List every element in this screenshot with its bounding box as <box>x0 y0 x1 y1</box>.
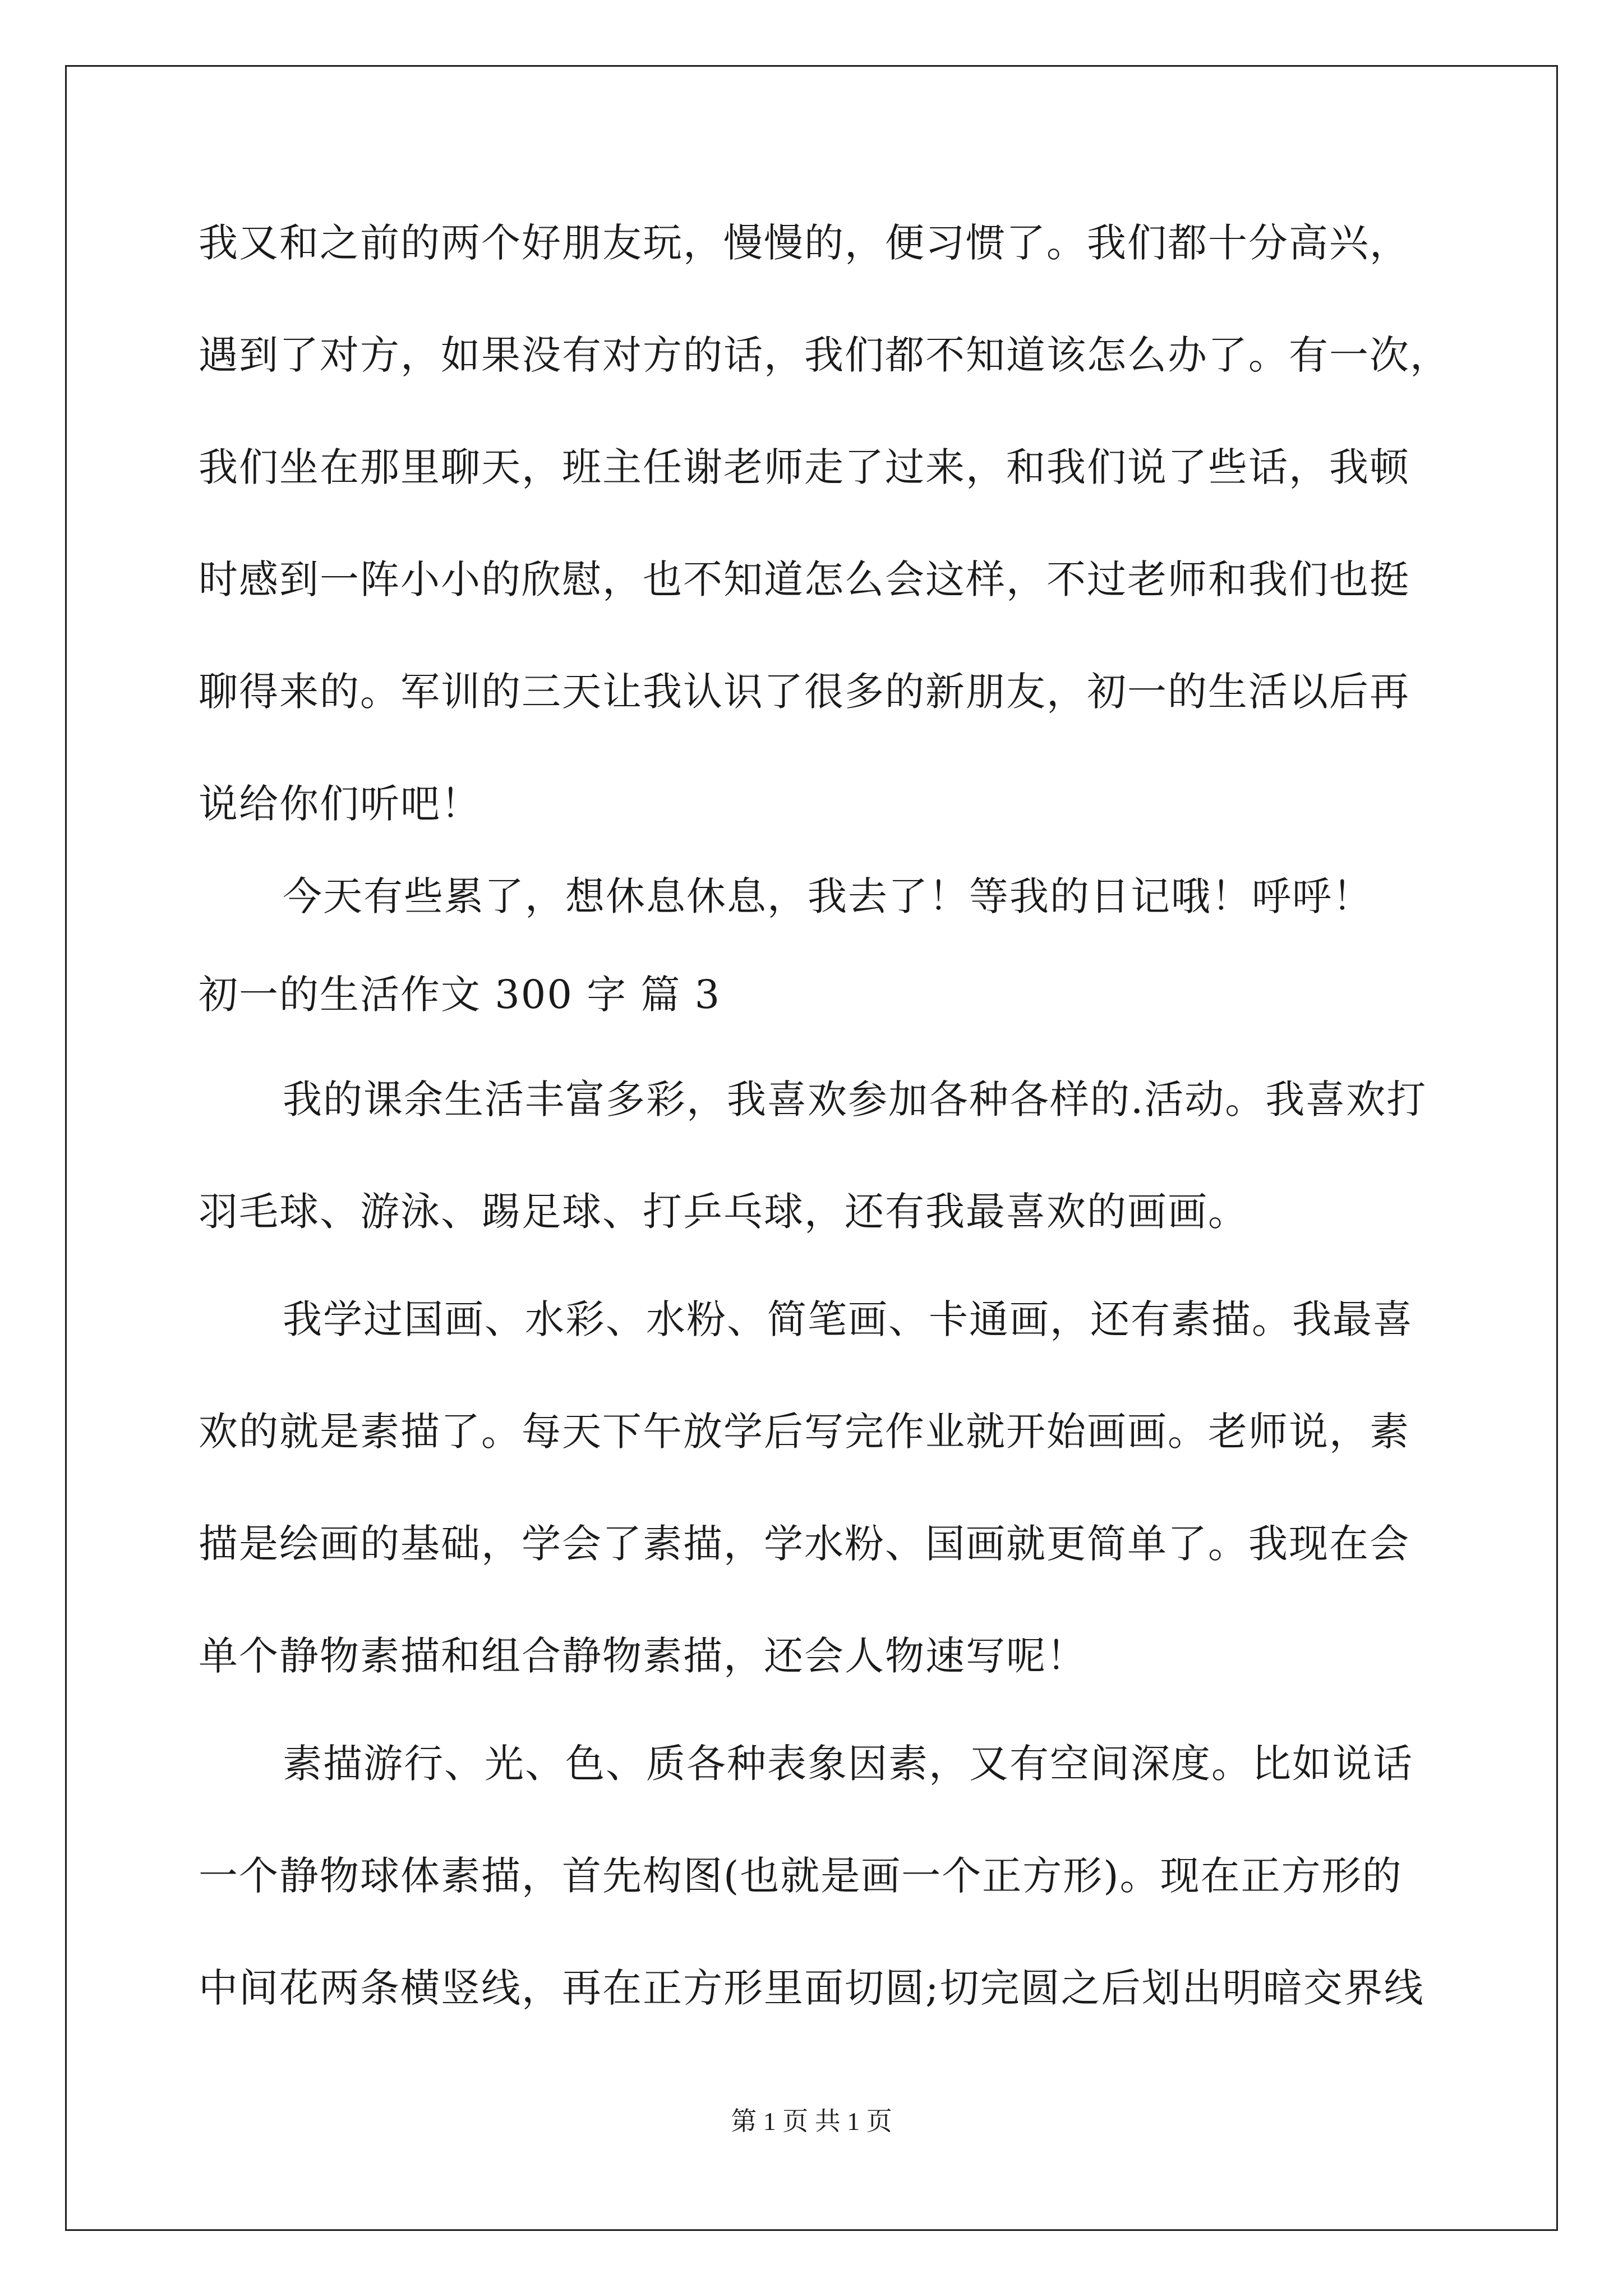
paragraph-line: 时感到一阵小小的欣慰，也不知道怎么会这样，不过老师和我们也挺 <box>199 556 1410 602</box>
paragraph-line: 今天有些累了，想休息休息，我去了！等我的日记哦！呼呼！ <box>283 873 1373 919</box>
paragraph-line: 聊得来的。军训的三天让我认识了很多的新朋友，初一的生活以后再 <box>199 669 1410 715</box>
paragraph-line: 一个静物球体素描，首先构图(也就是画一个正方形)。现在正方形的 <box>199 1853 1403 1899</box>
paragraph-line: 我学过国画、水彩、水粉、简笔画、卡通画，还有素描。我最喜 <box>283 1296 1413 1342</box>
paragraph-line: 我们坐在那里聊天，班主任谢老师走了过来，和我们说了些话，我顿 <box>199 444 1410 490</box>
paragraph-line: 中间花两条横竖线，再在正方形里面切圆;切完圆之后划出明暗交界线 <box>199 1965 1424 2011</box>
page-border <box>65 65 1558 2231</box>
paragraph-line: 描是绘画的基础，学会了素描，学水粉、国画就更简单了。我现在会 <box>199 1521 1410 1567</box>
paragraph-line: 素描游行、光、色、质各种表象因素，又有空间深度。比如说话 <box>283 1741 1413 1787</box>
paragraph-line: 羽毛球、游泳、踢足球、打乒乓球，还有我最喜欢的画画。 <box>199 1189 1248 1235</box>
paragraph-line: 遇到了对方，如果没有对方的话，我们都不知道该怎么办了。有一次， <box>199 332 1450 378</box>
paragraph-line: 说给你们听吧！ <box>199 781 481 827</box>
paragraph-line: 欢的就是素描了。每天下午放学后写完作业就开始画画。老师说，素 <box>199 1409 1410 1455</box>
section-heading: 初一的生活作文 300 字 篇 3 <box>199 972 721 1018</box>
page-footer: 第 1 页 共 1 页 <box>731 2107 892 2136</box>
paragraph-line: 我的课余生活丰富多彩，我喜欢参加各种各样的.活动。我喜欢打 <box>283 1076 1427 1122</box>
paragraph-line: 单个静物素描和组合静物素描，还会人物速写呢！ <box>199 1633 1087 1679</box>
paragraph-line: 我又和之前的两个好朋友玩，慢慢的，便习惯了。我们都十分高兴， <box>199 220 1410 266</box>
